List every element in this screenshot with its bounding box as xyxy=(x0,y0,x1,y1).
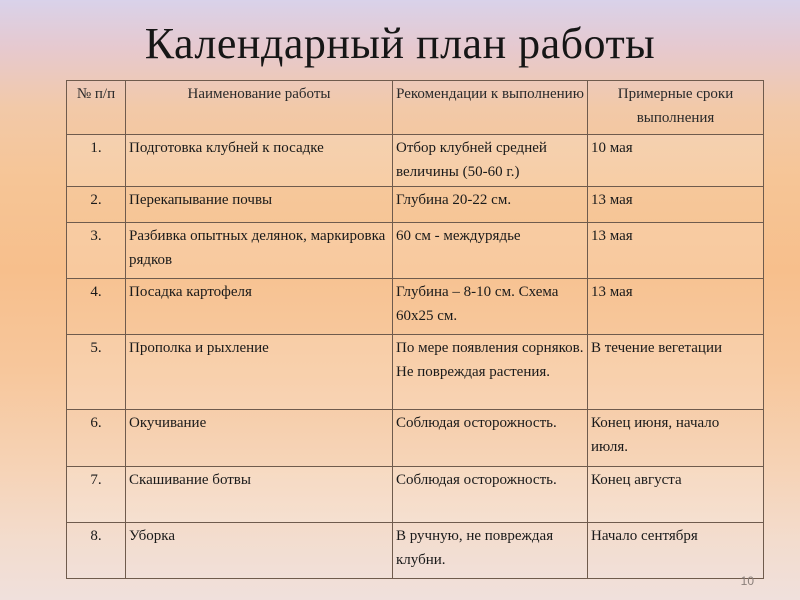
cell-name: Уборка xyxy=(126,523,393,579)
header-recommend: Рекомендации к выполнению xyxy=(393,81,588,135)
table-row xyxy=(67,467,764,523)
cell-dates: 13 мая xyxy=(588,279,764,335)
cell-num: 4. xyxy=(67,279,126,335)
cell-num: 1. xyxy=(67,135,126,187)
cell-recommend: По мере появления сорняков. Не повреждая растения. xyxy=(393,335,588,410)
work-plan-table xyxy=(66,80,764,579)
cell-num: 7. xyxy=(67,467,126,523)
cell-name: Разбивка опытных делянок, маркировка рядков xyxy=(126,223,393,279)
table-row xyxy=(67,279,764,335)
cell-dates: В течение вегетации xyxy=(588,335,764,410)
cell-num: 2. xyxy=(67,187,126,223)
cell-dates: 13 мая xyxy=(588,187,764,223)
cell-dates: 13 мая xyxy=(588,223,764,279)
cell-num: 5. xyxy=(67,335,126,410)
cell-name: Подготовка клубней к посадке xyxy=(126,135,393,187)
cell-name: Окучивание xyxy=(126,410,393,467)
cell-name: Прополка и рыхление xyxy=(126,335,393,410)
table-row xyxy=(67,523,764,579)
cell-num: 8. xyxy=(67,523,126,579)
cell-recommend: Глубина – 8-10 см. Схема 60х25 см. xyxy=(393,279,588,335)
header-num: № п/п xyxy=(67,81,126,135)
cell-dates: Конец июня, начало июля. xyxy=(588,410,764,467)
header-dates: Примерные сроки выполнения xyxy=(588,81,764,135)
table-row xyxy=(67,223,764,279)
page-number: 10 xyxy=(740,574,754,588)
table-row xyxy=(67,335,764,410)
cell-dates: 10 мая xyxy=(588,135,764,187)
table-row xyxy=(67,135,764,187)
cell-dates: Начало сентября xyxy=(588,523,764,579)
cell-dates: Конец августа xyxy=(588,467,764,523)
cell-recommend: Соблюдая осторожность. xyxy=(393,410,588,467)
cell-num: 3. xyxy=(67,223,126,279)
cell-name: Скашивание ботвы xyxy=(126,467,393,523)
slide-title: Календарный план работы xyxy=(144,19,656,68)
table-header-row xyxy=(67,81,764,135)
cell-recommend: 60 см - междурядье xyxy=(393,223,588,279)
cell-recommend: Глубина 20-22 см. xyxy=(393,187,588,223)
cell-num: 6. xyxy=(67,410,126,467)
cell-name: Посадка картофеля xyxy=(126,279,393,335)
table-row xyxy=(67,410,764,467)
header-name: Наименование работы xyxy=(126,81,393,135)
cell-name: Перекапывание почвы xyxy=(126,187,393,223)
cell-recommend: Отбор клубней средней величины (50-60 г.) xyxy=(393,135,588,187)
cell-recommend: В ручную, не повреждая клубни. xyxy=(393,523,588,579)
cell-recommend: Соблюдая осторожность. xyxy=(393,467,588,523)
table-row xyxy=(67,187,764,223)
